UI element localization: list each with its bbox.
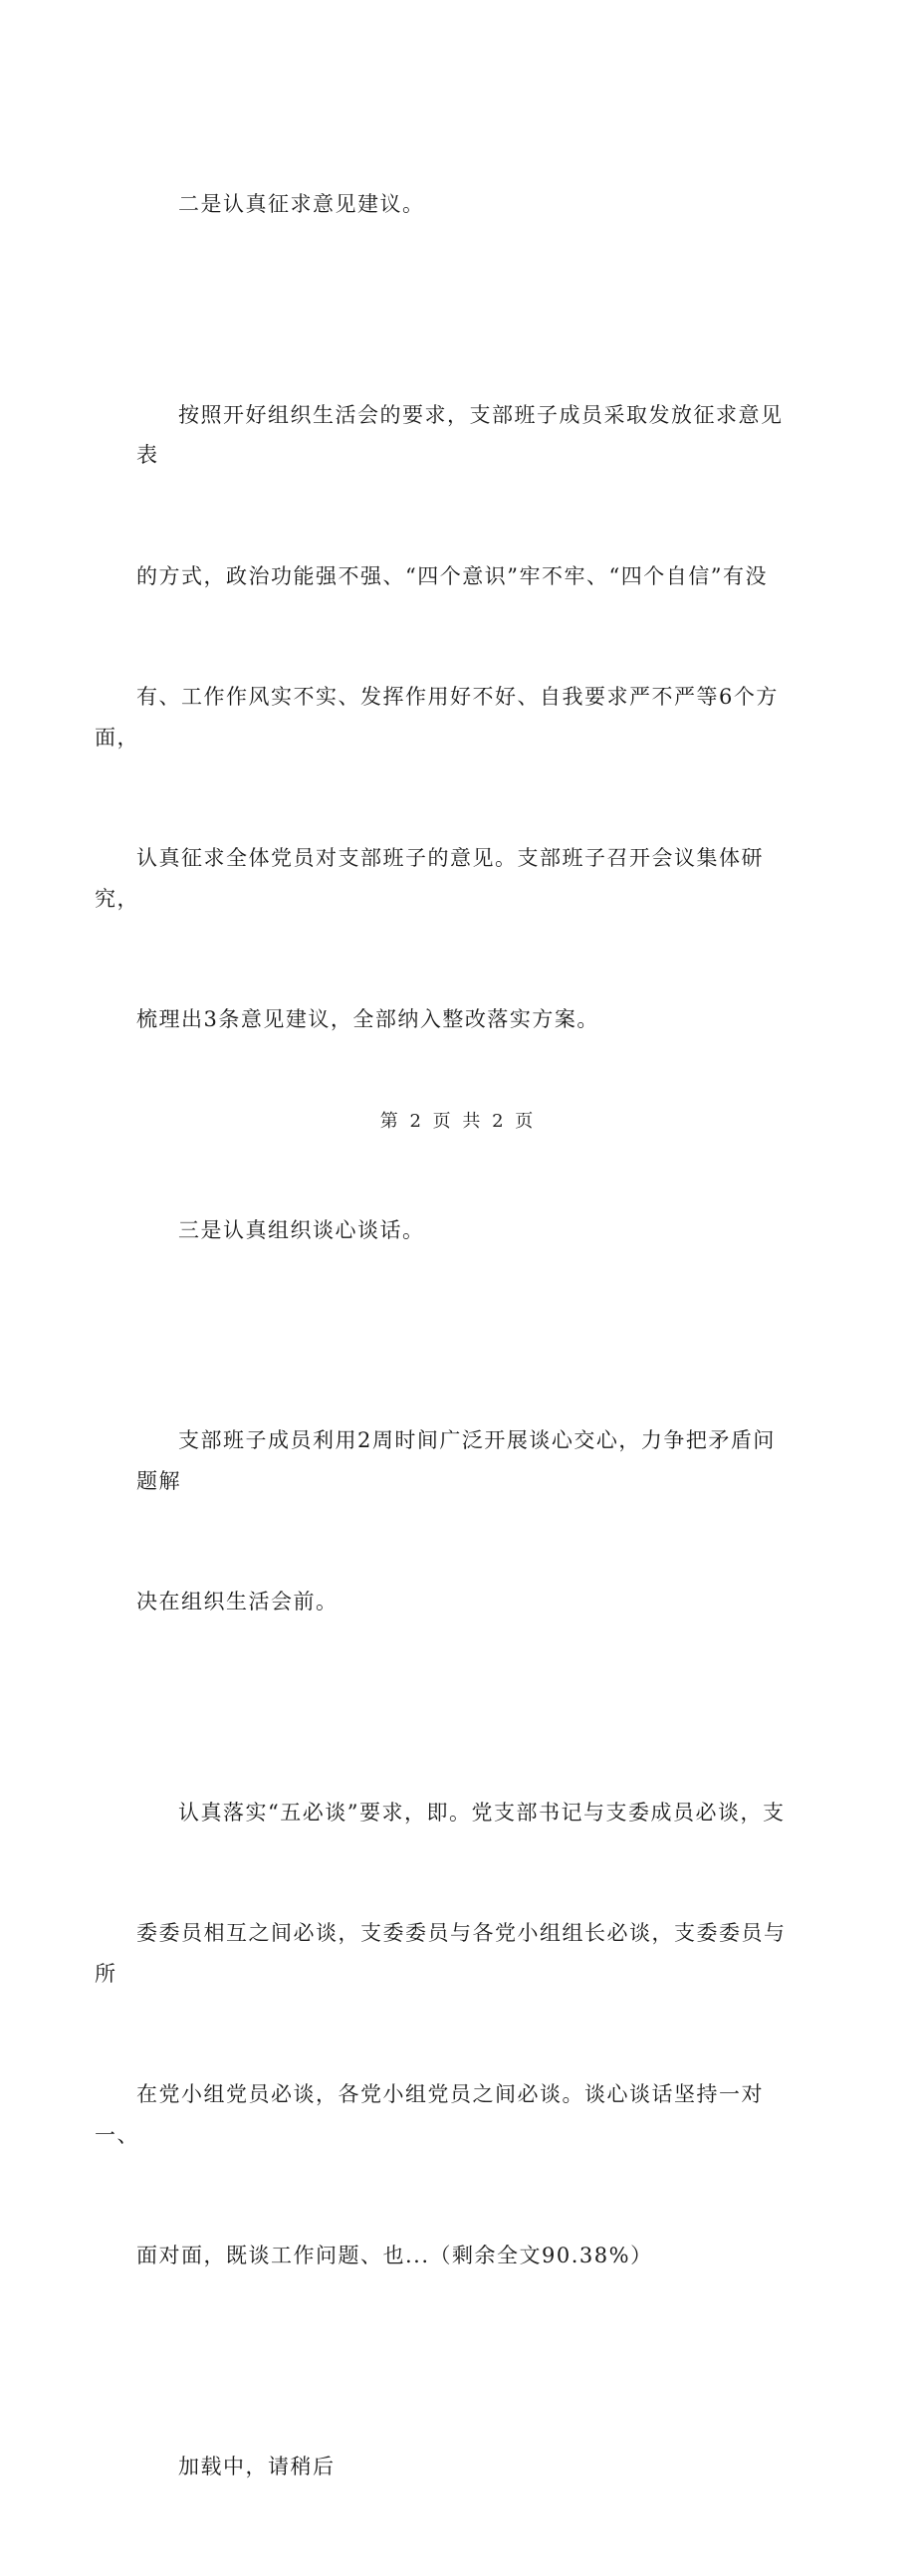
paragraph xyxy=(95,315,794,1121)
paragraph xyxy=(136,1340,794,1703)
text-line: 有、工作作风实不实、发挥作用好不好、自我要求严不严等6个方面， xyxy=(95,685,779,750)
text-line: 按照开好组织生活会的要求，支部班子成员采取发放征求意见表 xyxy=(136,402,784,467)
paragraph xyxy=(136,1130,794,1332)
text-line: 面对面，既谈工作问题、也...（剩余全文90.38%） xyxy=(136,2244,653,2267)
document-body xyxy=(95,104,794,2576)
text-line: 委委员相互之间必谈，支委委员与各党小组组长必谈，支委委员与所 xyxy=(95,1921,787,1986)
text-line: 二是认真征求意见建议。 xyxy=(178,192,425,216)
text-line: 的方式，政治功能强不强、“四个意识”牢不牢、“四个自信”有没 xyxy=(136,563,768,588)
text-line: 决在组织生活会前。 xyxy=(136,1590,339,1613)
text-line: 认真征求全体党员对支部班子的意见。支部班子召开会议集体研究， xyxy=(95,846,764,911)
paragraph xyxy=(95,1712,794,2357)
text-line: 在党小组党员必谈，各党小组党员之间必谈。谈心谈话坚持一对一、 xyxy=(95,2082,764,2147)
paragraph xyxy=(136,104,794,306)
page-number-footer: 第 2 页 共 2 页 xyxy=(379,1111,537,1132)
loading-text xyxy=(136,2366,794,2568)
text-line: 梳理出3条意见建议，全部纳入整改落实方案。 xyxy=(136,1007,599,1031)
text-line: 认真落实“五必谈”要求，即。党支部书记与支委成员必谈，支 xyxy=(178,1800,786,1825)
text-line: 支部班子成员利用2周时间广泛开展谈心交心，力争把矛盾问题解 xyxy=(136,1428,776,1493)
text-line: 加载中，请稍后 xyxy=(178,2454,336,2478)
text-line: 三是认真组织谈心谈话。 xyxy=(178,1217,425,1242)
